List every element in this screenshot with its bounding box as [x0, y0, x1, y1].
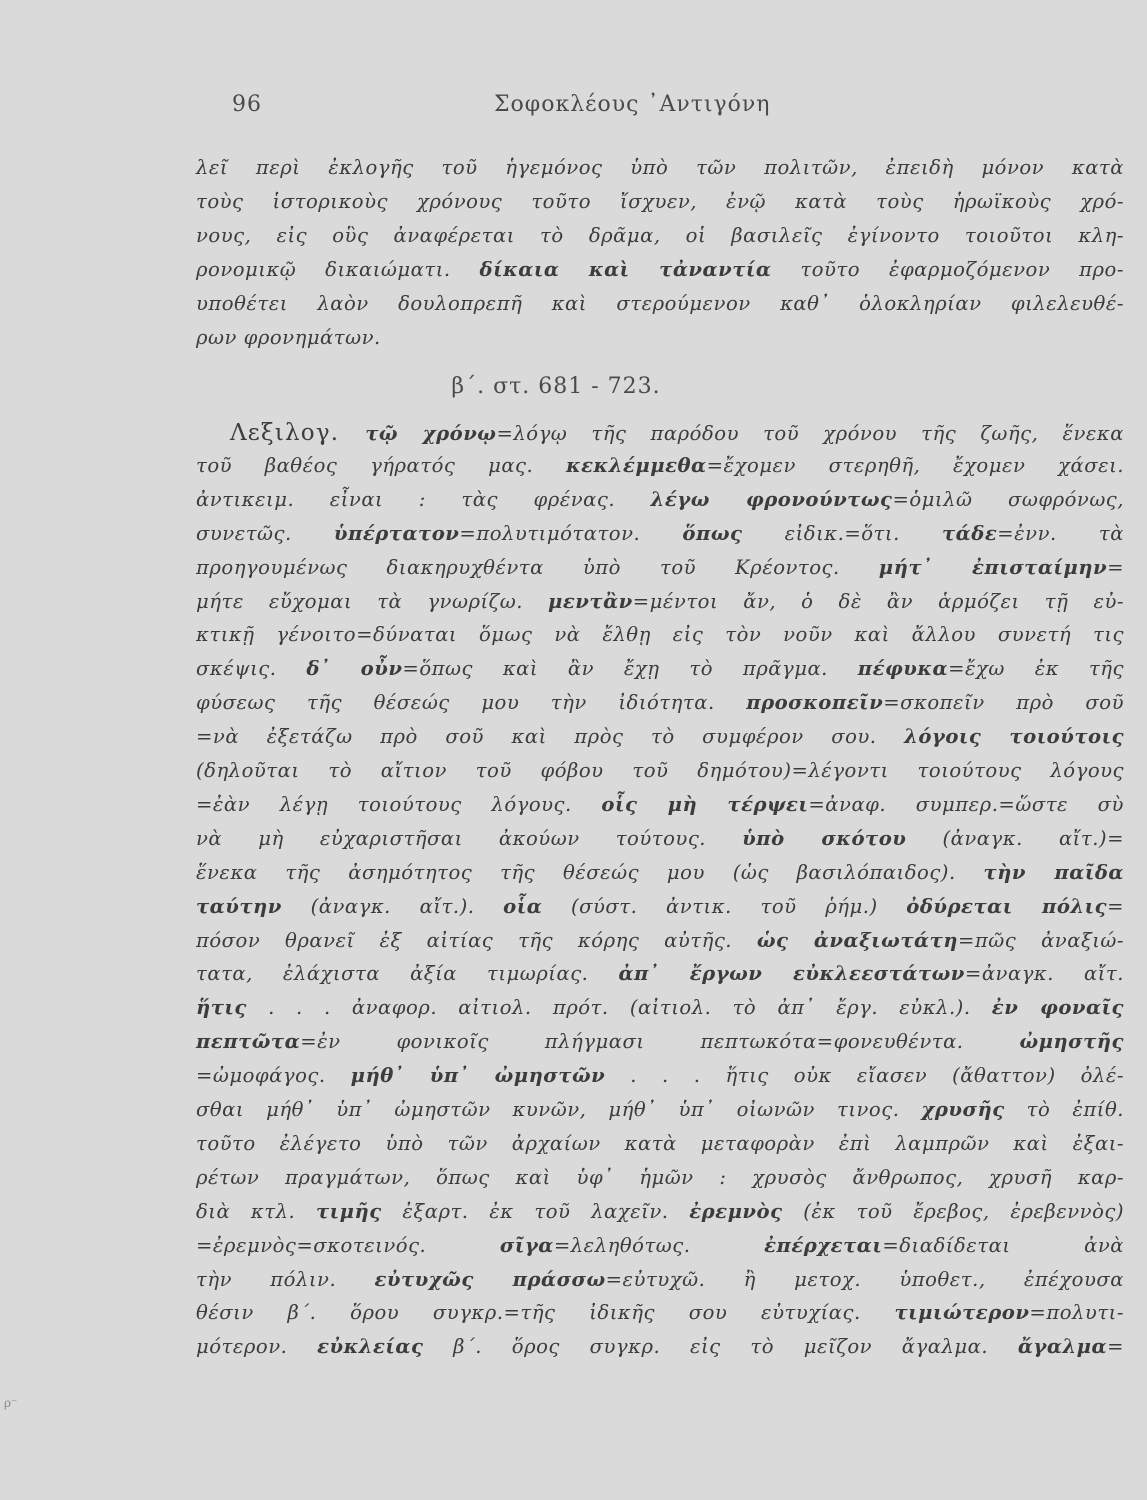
glossary-line [196, 454, 1124, 477]
gloss-text: κτικῇ γένοιτο=δύναται ὅμως νὰ ἔλθῃ εἰς τὸν νοῦν καὶ ἄλλου συνετή τις [196, 623, 1124, 647]
gloss-text: εἰδικ.=ὅτι. [742, 521, 942, 545]
gloss-text: τατα, ἐλάχιστα ἀξία τιμωρίας. [196, 962, 619, 986]
gloss-text: συνετῶς. [196, 521, 334, 545]
bold-term: οἷς μὴ τέρψει [601, 792, 809, 816]
gloss-text: =διαδίδεται ἀνὰ [882, 1233, 1124, 1257]
gloss-text: ἀντικειμ. εἶναι : τὰς φρένας. [196, 487, 651, 511]
bold-term: δίκαια καὶ τἀναντία [479, 258, 772, 281]
bold-term: λέγω φρονούντως [650, 487, 893, 511]
bold-term: ἄγαλμα [1017, 1335, 1108, 1359]
gloss-text: =πολυτιμότατον. [459, 521, 683, 545]
glossary-line [230, 420, 1124, 446]
gloss-text: =λεληθότως. [553, 1233, 765, 1257]
bold-term: κεκλέμμεθα [565, 453, 707, 477]
gloss-text: πόσον θρανεῖ ἐξ αἰτίας τῆς κόρης αὐτῆς. [196, 928, 757, 952]
bold-term: λόγοις τοιούτοις [904, 725, 1124, 749]
gloss-text: =ὁμιλῶ σωφρόνως, [892, 487, 1124, 511]
text-line: υποθέτει λαὸν δουλοπρεπῆ καὶ στερούμενον καθ᾿ ὁλοκληρίαν φιλελευθέ- [196, 292, 1124, 315]
bold-term: μήτ᾿ ἐπισταίμην [878, 555, 1108, 579]
bold-term: σῖγα [499, 1233, 554, 1257]
gloss-text: σθαι μήθ᾿ ὑπ᾿ ὠμηστῶν κυνῶν, μήθ᾿ ὑπ᾿ οἰωνῶν τινος. [196, 1098, 922, 1121]
glossary-line [196, 1301, 1124, 1324]
gloss-text: (ἐκ τοῦ ἔρεβος, ἐρεβεννὸς) [782, 1199, 1124, 1223]
gloss-text: = [1107, 555, 1124, 579]
gloss-text: =ὠμοφάγος. [196, 1064, 351, 1088]
bold-term: τιμῆς [316, 1199, 382, 1223]
gloss-text: (σύστ. ἀντικ. τοῦ ῥήμ.) [542, 894, 907, 918]
gloss-text: μότερον. [196, 1335, 318, 1359]
gloss-text: =πῶς ἀναξιώ- [958, 928, 1125, 952]
gloss-text: τὴν πόλιν. [196, 1267, 375, 1291]
glossary-line [196, 1166, 1124, 1189]
gloss-text: =ἀναφ. συμπερ.=ὥστε σὺ [808, 792, 1124, 816]
gloss-text: . . . ἀναφορ. αἰτιολ. πρότ. (αἰτιολ. τὸ ἀπ᾿ ἔργ. εὐκλ.). [246, 996, 992, 1020]
glossary-line [196, 1132, 1124, 1155]
glossary-line [196, 962, 1124, 985]
gloss-text: =ἐν φονικοῖς πλήγμασι πεπτωκότα=φονευθέντα. [300, 1030, 1020, 1054]
bold-term: οἷα [503, 894, 543, 918]
bold-term: ὠμηστῆς [1019, 1030, 1124, 1054]
bold-term: ταύτην [196, 894, 282, 918]
bold-term: τὴν παῖδα [983, 860, 1124, 884]
gloss-text: (δηλοῦται τὸ αἴτιον τοῦ φόβου τοῦ δημότου)=λέγοντι τοιούτους λόγους [196, 759, 1124, 782]
gloss-text: ἐξαρτ. ἐκ τοῦ λαχεῖν. [381, 1199, 690, 1223]
gloss-text: σκέψις. [196, 657, 307, 681]
gloss-text: = [1107, 1335, 1124, 1359]
glossary-line [196, 1234, 1124, 1257]
gloss-text: =σκοπεῖν πρὸ σοῦ [883, 691, 1125, 715]
glossary-line [196, 1200, 1124, 1223]
bold-term: προσκοπεῖν [746, 691, 884, 715]
gloss-text: =ἔχω ἐκ τῆς [948, 657, 1125, 681]
gloss-text: β΄. ὅρος συγκρ. εἰς τὸ μεῖζον ἄγαλμα. [423, 1335, 1018, 1359]
glossary-line [196, 657, 1124, 680]
text-line: ρων φρονημάτων. [196, 326, 381, 349]
section-heading: β΄. στ. 681 - 723. [451, 374, 661, 399]
gloss-text: τοῦ βαθέος γήρατός μας. [196, 453, 566, 477]
bold-term: ὅπως [682, 521, 743, 545]
bold-term: πέφυκα [857, 657, 949, 681]
glossary-line [196, 725, 1124, 748]
bold-term: ὑπὸ σκότου [742, 826, 907, 850]
text-line: τοὺς ἱστορικοὺς χρόνους τοῦτο ἴσχυεν, ἐνῷ κατὰ τοὺς ἡρωϊκοὺς χρό- [196, 190, 1124, 213]
glossary-line [196, 895, 1124, 918]
bold-term: ἥτις [196, 996, 247, 1020]
text-line: ρονομικῷ δικαιώματι. δίκαια καὶ τἀναντία τοῦτο ἐφαρμοζόμενον προ- [196, 258, 1124, 281]
bold-term: μήθ᾿ ὑπ᾿ ὠμηστῶν [350, 1064, 606, 1088]
bold-term: ἐρεμνὸς [689, 1199, 783, 1223]
bold-term: εὐτυχῶς πράσσω [374, 1267, 606, 1291]
glossary-line [196, 623, 1124, 646]
glossary-line [196, 1030, 1124, 1053]
gloss-text: . . . ἥτις οὐκ εἴασεν (ἄθαττον) ὀλέ- [605, 1064, 1124, 1088]
page-header [232, 92, 832, 126]
margin-mark: ρ⁻ [4, 1396, 18, 1410]
glossary-line [196, 827, 1124, 850]
glossary-line [196, 1098, 1124, 1121]
glossary-line [196, 522, 1124, 545]
running-title: Σοφοκλέους ᾿Αντιγόνη [494, 92, 771, 117]
gloss-text: μήτε εὔχομαι τὰ γνωρίζω. [196, 589, 549, 613]
gloss-text: ρέτων πραγμάτων, ὅπως καὶ ὑφ᾿ ἡμῶν : χρυσὸς ἄνθρωπος, χρυσῆ καρ- [196, 1165, 1124, 1189]
glossary-line [196, 691, 1124, 714]
gloss-text: =μέντοι ἄν, ὁ δὲ ἂν ἁρμόζει τῇ εὐ- [632, 589, 1124, 613]
gloss-text: =λόγῳ τῆς παρόδου τοῦ χρόνου τῆς ζωῆς, ἕνεκα [496, 422, 1124, 445]
glossary-line [196, 590, 1124, 613]
bold-term: πεπτῶτα [196, 1030, 301, 1054]
gloss-text: (ἀναγκ. αἴτ.)= [906, 826, 1124, 850]
gloss-text: τὸ ἐπίθ. [1004, 1098, 1124, 1121]
bold-term: δ᾿ οὖν [306, 657, 403, 681]
bold-term: τάδε [941, 521, 998, 545]
glossary-line [196, 1268, 1124, 1291]
bold-term: χρυσῆς [921, 1098, 1005, 1121]
glossary-line [196, 1064, 1124, 1087]
text-line: λεῖ περὶ ἐκλογῆς τοῦ ἡγεμόνος ὑπὸ τῶν πολιτῶν, ἐπειδὴ μόνον κατὰ [196, 156, 1124, 179]
bold-term: ἐπέρχεται [764, 1233, 883, 1257]
gloss-text: νὰ μὴ εὐχαριστῆσαι ἀκούων τούτους. [196, 826, 743, 850]
gloss-text: προηγουμένως διακηρυχθέντα ὑπὸ τοῦ Κρέοντος. [196, 555, 879, 579]
bold-term: ἀπ᾿ ἔργων εὐκλεεστάτων [618, 962, 965, 986]
gloss-text: =ἐνν. τὰ [997, 521, 1124, 545]
glossary-line [196, 996, 1124, 1019]
gloss-text: =νὰ ἐξετάζω πρὸ σοῦ καὶ πρὸς τὸ συμφέρον σου. [196, 725, 905, 749]
bold-term: μεντἂν [548, 589, 633, 613]
glossary-line [196, 556, 1124, 579]
glossary-line [196, 793, 1124, 816]
gloss-text: =ἔχομεν στερηθῆ, ἔχομεν χάσει. [706, 453, 1124, 477]
glossary-line [196, 861, 1124, 884]
gloss-text: τοῦτο ἐλέγετο ὑπὸ τῶν ἀρχαίων κατὰ μεταφορὰν ἐπὶ λαμπρῶν καὶ ἐξαι- [196, 1131, 1124, 1155]
gloss-text: φύσεως τῆς θέσεώς μου τὴν ἰδιότητα. [196, 691, 747, 715]
glossary-line [196, 759, 1124, 782]
bold-term: ἐν φοναῖς [991, 996, 1124, 1020]
bold-term: ὡς ἀναξιωτάτη [756, 928, 959, 952]
page-number: 96 [232, 92, 262, 117]
gloss-text: =ἐρεμνὸς=σκοτεινός. [196, 1233, 500, 1257]
gloss-text: (ἀναγκ. αἴτ.). [281, 894, 504, 918]
glossary-line [196, 488, 1124, 511]
bold-term: τιμιώτερον [894, 1301, 1030, 1325]
gloss-text: θέσιν β΄. ὅρου συγκρ.=τῆς ἰδικῆς σου εὐτυχίας. [196, 1301, 895, 1325]
gloss-text: =ὅπως καὶ ἂν ἔχῃ τὸ πρᾶγμα. [402, 657, 858, 681]
bold-term: τῷ χρόνῳ [365, 422, 497, 445]
bold-term: εὐκλείας [317, 1335, 424, 1359]
gloss-text: διὰ κτλ. [196, 1199, 316, 1223]
gloss-text: =εὐτυχῶ. ἢ μετοχ. ὑποθετ., ἐπέχουσα [605, 1267, 1124, 1291]
gloss-text: = [1107, 894, 1124, 918]
bold-term: ὀδύρεται πόλις [906, 894, 1108, 918]
gloss-text: =ἀναγκ. αἴτ. [964, 962, 1124, 986]
glossary-label: Λεξιλογ. [230, 420, 366, 446]
gloss-text: =ἐὰν λέγῃ τοιούτους λόγους. [196, 792, 602, 816]
gloss-text: ἕνεκα τῆς ἀσημότητος τῆς θέσεώς μου (ὡς βασιλόπαιδος). [196, 860, 984, 884]
text-line: νους, εἰς οὓς ἀναφέρεται τὸ δρᾶμα, οἱ βασιλεῖς ἐγίνοντο τοιοῦτοι κλη- [196, 224, 1124, 247]
glossary-line [196, 1335, 1124, 1358]
bold-term: ὑπέρτατον [333, 521, 460, 545]
glossary-line [196, 929, 1124, 952]
gloss-text: =πολυτι- [1029, 1301, 1124, 1325]
